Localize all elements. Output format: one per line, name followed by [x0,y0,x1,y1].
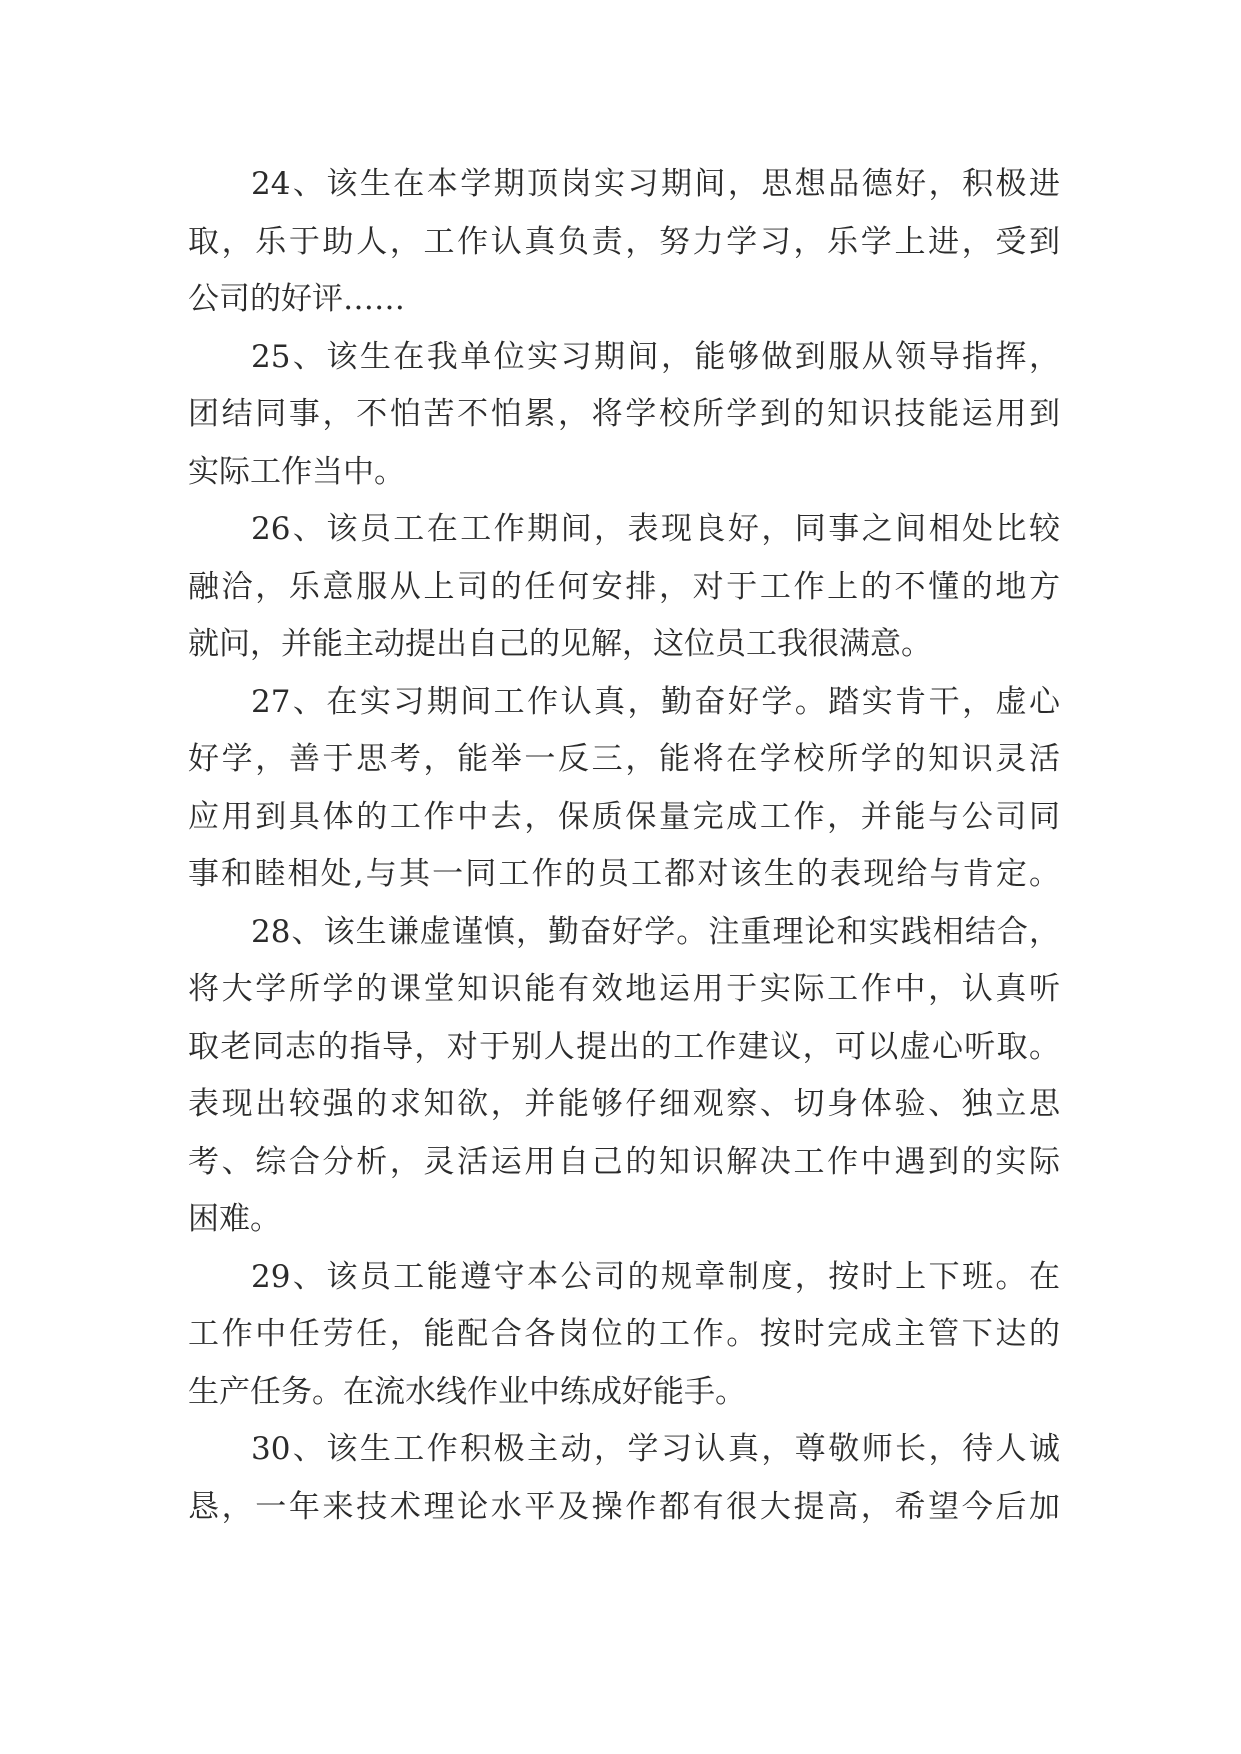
paragraph-line: 工作中任劳任，能配合各岗位的工作。按时完成主管下达的 [188,1316,1060,1352]
paragraph-line: 公司的好评…… [188,281,405,317]
paragraph-line: 27、在实习期间工作认真，勤奋好学。踏实肯干，虚心 [251,683,1060,720]
paragraph-line: 取，乐于助人，工作认真负责，努力学习，乐学上进，受到 [188,223,1060,260]
paragraph-28 [188,904,1060,1249]
paragraph-line: 好学，善于思考，能举一反三，能将在学校所学的知识灵活 [188,741,1060,777]
paragraph-line: 生产任务。在流水线作业中练成好能手。 [188,1373,746,1410]
paragraph-29 [188,1249,1060,1422]
paragraph-line: 30、该生工作积极主动，学习认真，尊敬师长，待人诚 [251,1431,1060,1467]
paragraph-line: 融洽，乐意服从上司的任何安排，对于工作上的不懂的地方 [188,568,1060,605]
paragraph-line: 就问，并能主动提出自己的见解，这位员工我很满意。 [188,626,932,662]
paragraph-line: 29、该员工能遵守本公司的规章制度，按时上下班。在 [251,1258,1060,1295]
paragraph-line: 团结同事，不怕苦不怕累，将学校所学到的知识技能运用到 [188,396,1060,432]
paragraph-line: 25、该生在我单位实习期间，能够做到服从领导指挥， [251,338,1060,375]
paragraph-line: 实际工作当中。 [188,453,405,490]
paragraph-25 [188,329,1060,502]
paragraph-line: 表现出较强的求知欲，并能够仔细观察、切身体验、独立思 [188,1086,1060,1122]
paragraph-line: 恳，一年来技术理论水平及操作都有很大提高，希望今后加 [188,1488,1060,1525]
paragraph-line: 24、该生在本学期顶岗实习期间，思想品德好，积极进 [251,166,1060,202]
paragraph-27 [188,674,1060,904]
document-body [188,156,1060,1536]
paragraph-line: 困难。 [188,1201,281,1237]
paragraph-line: 应用到具体的工作中去，保质保量完成工作，并能与公司同 [188,798,1060,835]
paragraph-line: 28、该生谦虚谨慎，勤奋好学。注重理论和实践相结合， [251,913,1060,950]
paragraph-line: 26、该员工在工作期间，表现良好，同事之间相处比较 [251,511,1060,547]
paragraph-26 [188,501,1060,674]
paragraph-line: 考、综合分析，灵活运用自己的知识解决工作中遇到的实际 [188,1143,1060,1180]
paragraph-line: 取老同志的指导，对于别人提出的工作建议，可以虚心听取。 [188,1028,1060,1065]
paragraph-line: 将大学所学的课堂知识能有效地运用于实际工作中，认真听 [188,971,1060,1007]
paragraph-30 [188,1421,1060,1536]
paragraph-24 [188,156,1060,329]
paragraph-line: 事和睦相处,与其一同工作的员工都对该生的表现给与肯定。 [188,856,1060,892]
